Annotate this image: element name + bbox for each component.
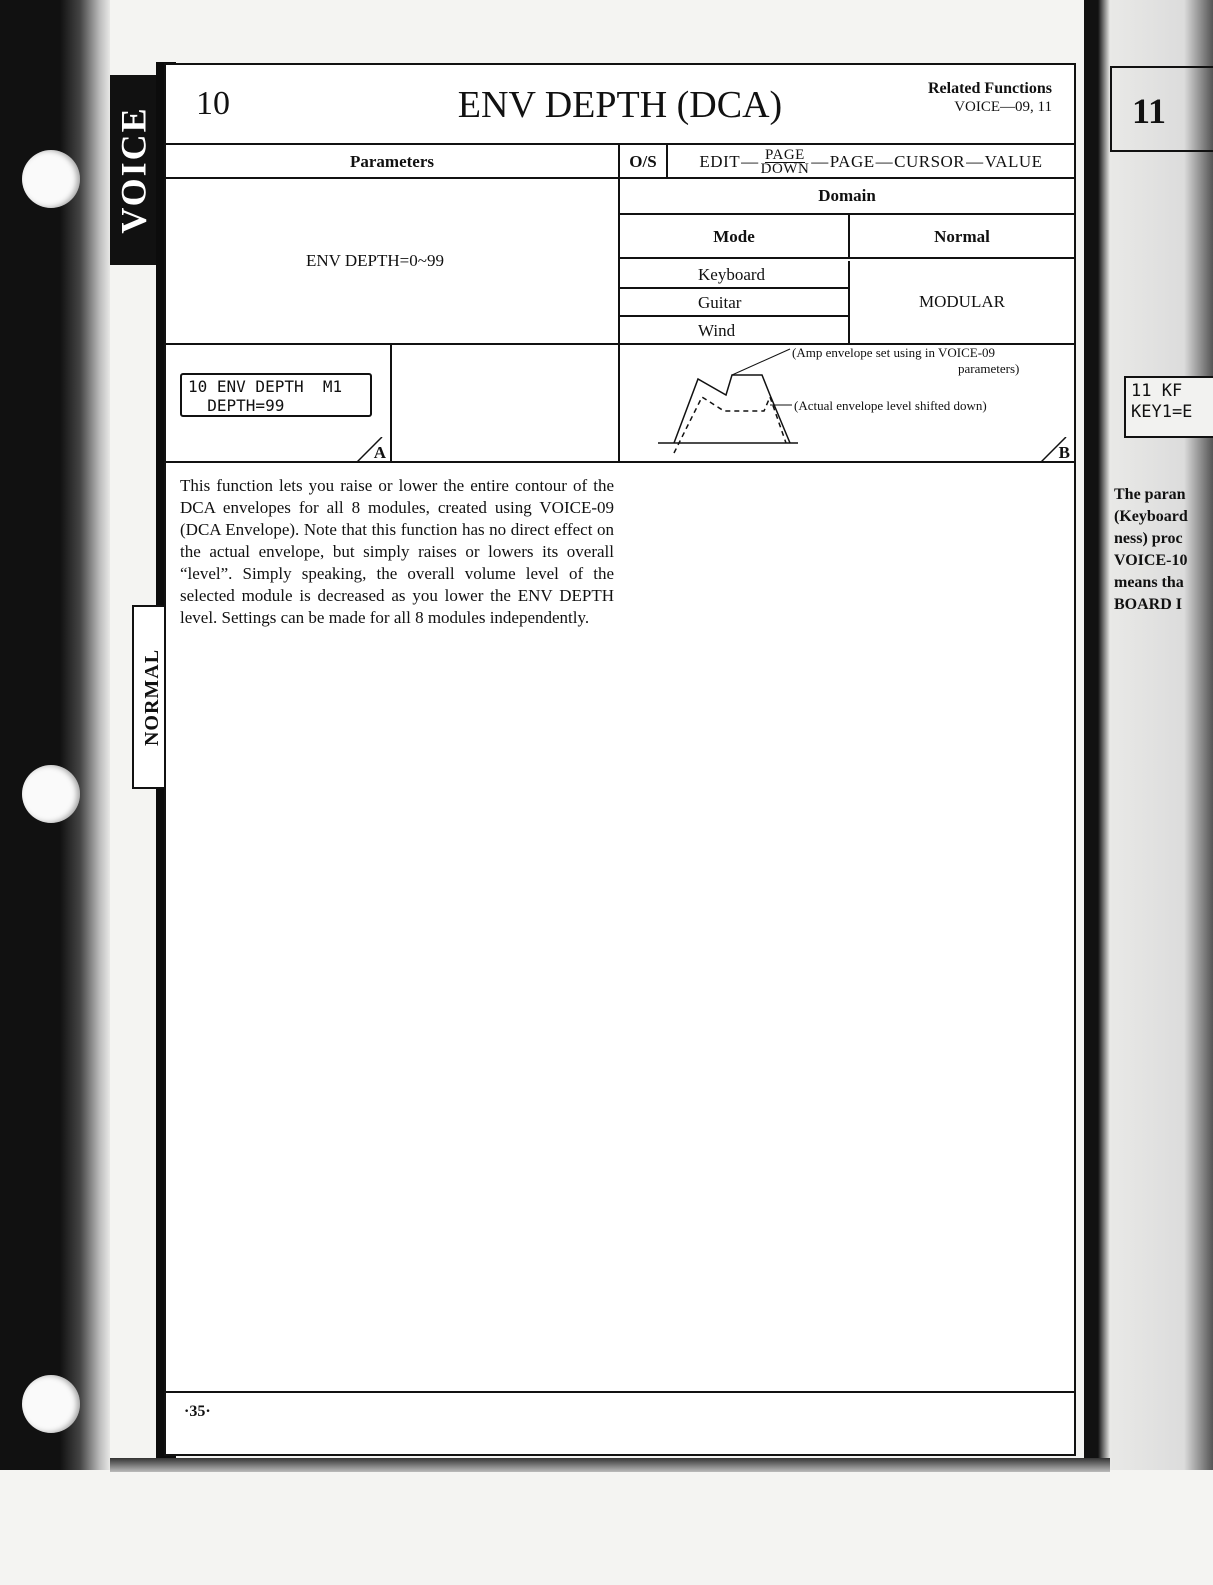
function-description: This function lets you raise or lower the entire contour of the DCA envelopes for all 8 modules, created using VOICE-09 (DCA Envelope). Note that this function has no direct effect on the actual envelope, but simply raises or lowers its overall “level”. Simply speaking, the overall volume level of the selected module is decreased as you lower the ENV DEPTH level. Settings can be made for all 8 modules independently. — [180, 476, 614, 627]
voice-section-tab — [110, 75, 158, 265]
os-page: PAGE — [829, 152, 875, 171]
manual-page — [164, 63, 1076, 1456]
parameter-range-cell — [166, 179, 620, 345]
page-title: ENV DEPTH (DCA) — [457, 84, 783, 126]
corner-a-label: A — [373, 443, 386, 462]
adjacent-text-line: VOICE-10 — [1114, 552, 1188, 569]
adjacent-lcd-line2: KEY1=E — [1131, 402, 1193, 422]
page-number: ·35· — [184, 1403, 211, 1420]
adjacent-lcd-line1: 11 KF — [1131, 381, 1183, 401]
normal-header: Normal — [850, 215, 1074, 259]
envelope-diagram-cell — [620, 345, 1074, 463]
lcd-display — [180, 373, 372, 417]
annotation-shifted-envelope: (Actual envelope level shifted down) — [794, 398, 987, 413]
blank-cell — [392, 345, 620, 463]
annotation-amp-envelope: (Amp envelope set using in VOICE-09 — [792, 345, 996, 360]
related-functions-list: VOICE—09, 11 — [954, 99, 1052, 115]
lcd-line1: 10 ENV DEPTH M1 — [188, 377, 343, 396]
os-page-up: PAGE — [765, 146, 805, 163]
adjacent-page-text — [1114, 484, 1213, 616]
normal-value — [850, 259, 1074, 345]
voice-tab-label: VOICE — [114, 106, 154, 234]
lcd-line2: DEPTH=99 — [188, 396, 285, 415]
adjacent-page-number: 11 — [1132, 91, 1167, 131]
binder-hole — [22, 150, 80, 208]
adjacent-page-lcd — [1124, 376, 1213, 438]
corner-a — [356, 437, 390, 463]
operation-sequence: EDIT — PAGE DOWN — PAGE — CURSOR — VALUE — [699, 146, 1043, 177]
os-page-updown — [760, 146, 810, 177]
mode-wind: Wind — [620, 317, 850, 345]
adjacent-text-line: (Keyboard — [1114, 508, 1188, 525]
domain-table — [620, 179, 1074, 345]
binder-edge — [0, 0, 110, 1470]
leader-line-1 — [732, 349, 790, 375]
domain-title: Domain — [620, 179, 1074, 215]
binder-hole — [22, 1375, 80, 1433]
adjacent-page — [1084, 0, 1213, 1470]
os-cursor: CURSOR — [894, 152, 966, 171]
adjacent-text-line: BOARD I — [1114, 596, 1183, 613]
amp-envelope-line — [674, 375, 790, 443]
corner-b — [1040, 437, 1074, 463]
normal-tab-label: NORMAL — [141, 648, 164, 746]
parameter-body-row — [166, 179, 1074, 345]
adjacent-text-line: means tha — [1114, 574, 1184, 591]
os-page-down: DOWN — [760, 160, 810, 177]
parameter-range: ENV DEPTH=0~99 — [306, 251, 444, 270]
footer-rule — [166, 1391, 1074, 1393]
normal-value-text: MODULAR — [919, 292, 1005, 311]
adjacent-text-line: The paran — [1114, 486, 1186, 503]
parameters-row — [166, 145, 1074, 179]
shifted-envelope-line — [674, 397, 786, 453]
page-header — [166, 65, 1074, 145]
mode-keyboard: Keyboard — [620, 261, 850, 289]
os-label: O/S — [620, 145, 668, 179]
annotation-amp-envelope-cont: parameters) — [958, 361, 1020, 376]
corner-b-label: B — [1058, 443, 1070, 462]
lcd-cell — [166, 345, 392, 463]
function-number: 10 — [196, 85, 230, 122]
display-row — [166, 345, 1074, 463]
os-value: VALUE — [984, 152, 1043, 171]
page-bottom-shadow — [110, 1458, 1110, 1472]
related-functions-title: Related Functions — [928, 80, 1052, 97]
mode-guitar: Guitar — [620, 289, 850, 317]
related-functions — [928, 79, 1052, 117]
adjacent-text-line: ness) proc — [1114, 530, 1183, 547]
os-edit: EDIT — [699, 152, 741, 171]
parameters-label: Parameters — [166, 145, 620, 179]
binder-hole — [22, 765, 80, 823]
mode-header: Mode — [620, 215, 850, 259]
